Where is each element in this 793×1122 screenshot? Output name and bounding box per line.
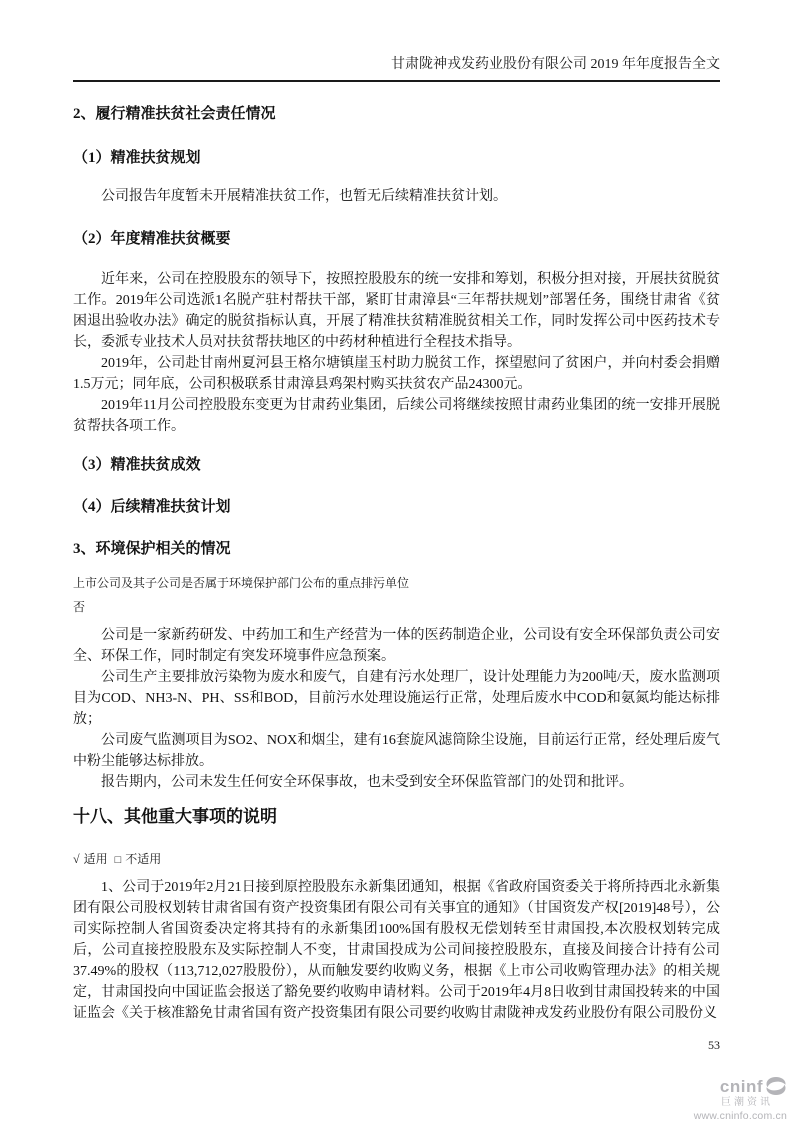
- checkmark-icon: √: [73, 852, 80, 866]
- section-2-1-paragraph: 公司报告年度暂未开展精准扶贫工作，也暂无后续精准扶贫计划。: [101, 189, 507, 204]
- section-2-2-heading: （2）年度精准扶贫概要: [73, 231, 231, 247]
- cninfo-url: www.cninfo.com.cn: [693, 1110, 787, 1122]
- section-2-2-paragraph-1: 近年来，公司在控股股东的领导下，按照控股股东的统一安排和筹划，积极分担对接，开展扶贫脱贫工作。2019年公司选派1名脱产驻村帮扶干部，紧盯甘肃漳县“三年帮扶规划”部署任务，围绕甘肃省《贫困退出验收办法》确定的脱贫指标认真，开展了精准扶贫精准脱贫相关工作，同时发挥公司中医药技术专长，委派专业技术人员对扶贫帮扶地区的中药材种植进行全程技术指导。: [73, 272, 720, 350]
- section-3-paragraph-1: 公司是一家新药研发、中药加工和生产经营为一体的医药制造企业，公司设有安全环保部负责公司安全、环保工作，同时制定有突发环境事件应急预案。: [73, 628, 720, 664]
- section-2-1-heading: （1）精准扶贫规划: [73, 150, 201, 166]
- section-2-4-heading: （4）后续精准扶贫计划: [73, 499, 231, 515]
- section-18-paragraph-1: 1、公司于2019年2月21日接到原控股股东永新集团通知，根据《省政府国资委关于将所持西北永新集团有限公司股权划转甘肃省国有资产投资集团有限公司有关事宜的通知》（甘国资发产权[2019]48号），公司实际控制人省国资委决定将其持有的永新集团100%国有股权无偿划转至甘肃国投,本次股权划转完成后，公司直接控股股东及实际控制人不变，甘肃国投成为公司间接控股股东，直接及间接合计持有公司37.49%的股权（113,712,027股股份），从而触发要约收购义务，根据《上市公司收购管理办法》的相关规定，甘肃国投向中国证监会报送了豁免要约收购申请材料。公司于2019年4月8日收到甘肃国投转来的中国证监会《关于核准豁免甘肃省国有资产投资集团有限公司要约收购甘肃陇神戎发药业股份有限公司股份义: [73, 880, 720, 1021]
- section-18-heading: 十八、其他重大事项的说明: [73, 807, 277, 826]
- page-header-title: 甘肃陇神戎发药业股份有限公司 2019 年年度报告全文: [391, 57, 720, 72]
- page-number: 53: [708, 1038, 720, 1052]
- section-3-question: 上市公司及其子公司是否属于环境保护部门公布的重点排污单位: [73, 576, 410, 590]
- applicable-label: 适用: [83, 852, 108, 866]
- section-2-2-paragraph-2: 2019年，公司赴甘南州夏河县王格尔塘镇崖玉村助力脱贫工作，探望慰问了贫困户，并向村委会捐赠1.5万元；同年底，公司积极联系甘肃漳县鸡架村购买扶贫农产品24300元。: [73, 356, 720, 392]
- cninfo-logo: [677, 1076, 787, 1122]
- cninfo-chinese-name: 巨潮资讯: [721, 1097, 773, 1108]
- section-3-paragraph-3: 公司废气监测项目为SO2、NOX和烟尘，建有16套旋风滤筒除尘设施，目前运行正常，经处理后废气中粉尘能够达标排放。: [73, 733, 720, 769]
- cninfo-wordmark: cninf: [719, 1076, 763, 1096]
- section-2-heading: 2、履行精准扶贫社会责任情况: [73, 106, 276, 122]
- section-2-3-heading: （3）精准扶贫成效: [73, 457, 201, 473]
- section-3-answer: 否: [73, 600, 86, 614]
- empty-checkbox-icon: □: [114, 854, 122, 866]
- section-2-2-paragraph-3: 2019年11月公司控股股东变更为甘肃药业集团，后续公司将继续按照甘肃药业集团的统一安排开展脱贫帮扶各项工作。: [73, 398, 720, 434]
- section-3-paragraph-2: 公司生产主要排放污染物为废水和废气，自建有污水处理厂，设计处理能力为200吨/天，废水监测项目为COD、NH3-N、PH、SS和BOD，目前污水处理设施运行正常，处理后废水中COD和氨氮均能达标排放；: [73, 670, 720, 727]
- section-3-paragraph-4: 报告期内，公司未发生任何安全环保事故，也未受到安全环保监管部门的处罚和批评。: [101, 775, 633, 790]
- section-3-heading: 3、环境保护相关的情况: [73, 541, 231, 557]
- cninfo-swirl-icon: [765, 1076, 787, 1096]
- applicability-line: [73, 851, 720, 869]
- cninfo-logo-row: [677, 1076, 787, 1096]
- header-divider: [73, 80, 720, 82]
- not-applicable-label: 不适用: [125, 852, 162, 866]
